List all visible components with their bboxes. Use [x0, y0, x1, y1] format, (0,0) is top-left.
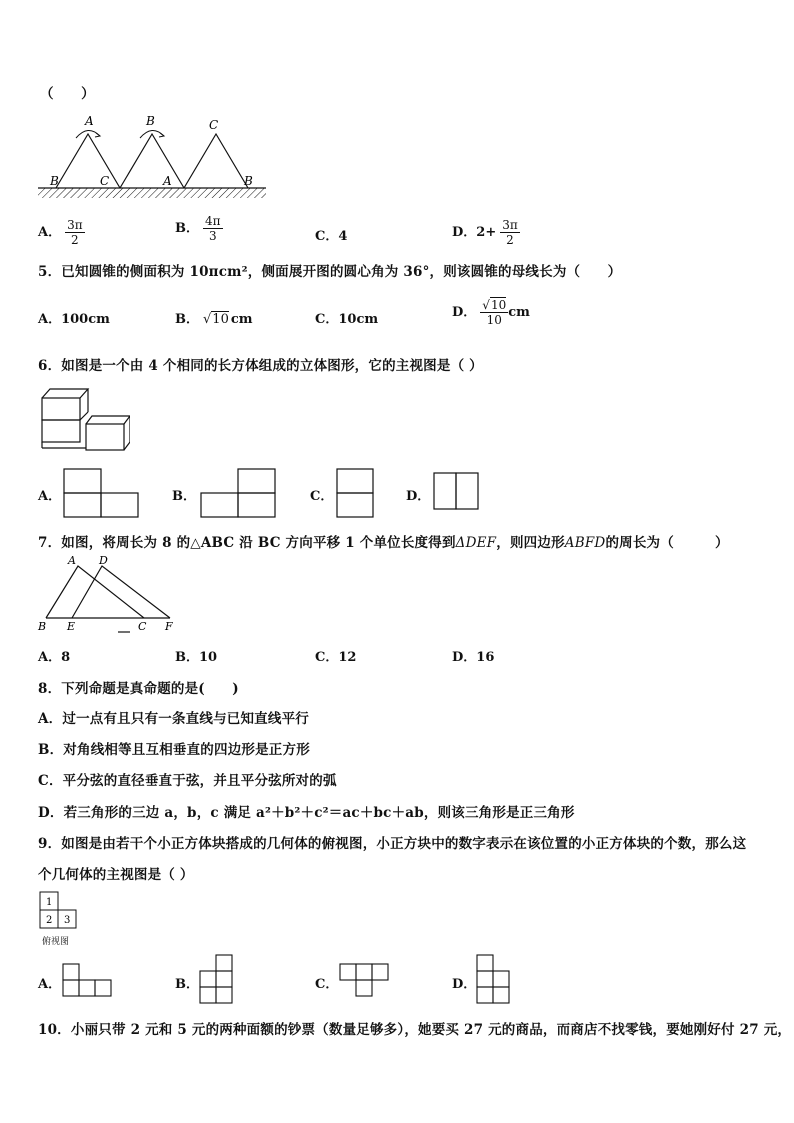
- label-B-3: B: [244, 174, 253, 188]
- q9-option-a-figure[interactable]: [62, 962, 112, 998]
- label-B-1: B: [50, 174, 59, 188]
- q9-option-b-label[interactable]: B．: [175, 977, 199, 992]
- q10-stem: 10．小丽只带 2 元和 5 元的两种面额的钞票（数量足够多），她要买 27 元的商品，而商店不找零钱，要她刚好付 27 元，: [38, 1022, 792, 1038]
- fraction: $\frac{3\pi}{2}$: [502, 218, 518, 247]
- q9-option-a-label[interactable]: A．: [38, 977, 62, 992]
- q8-option-d[interactable]: D．若三角形的三边 a，b，c 满足 a²＋b²＋c²＝ac＋bc＋ab，则该三角形是正三角形: [38, 805, 575, 821]
- fraction: $\frac{3\pi}{2}$: [67, 218, 83, 247]
- q9-top-view-grid: [38, 890, 80, 930]
- triangle-1: [56, 134, 120, 188]
- q4-figure: [36, 112, 268, 202]
- q5-option-d[interactable]: D． $\frac{√10}{10}$ cm: [452, 298, 530, 327]
- q5-option-c[interactable]: C．10cm: [315, 312, 379, 327]
- q6-option-c-figure[interactable]: [336, 468, 376, 520]
- arrow-head-1: [95, 133, 100, 137]
- grid-number-1: 1: [46, 897, 53, 908]
- question-4-paren: （ ）: [40, 86, 95, 102]
- q8-stem: 8．下列命题是真命题的是( ): [38, 681, 239, 697]
- q4-option-b[interactable]: B． $\frac{4\pi}{3}$: [175, 214, 221, 243]
- q9-stem-line2: 个几何体的主视图是（ ）: [38, 867, 194, 883]
- ground-hatch: [38, 188, 266, 198]
- label-B-2: B: [146, 114, 155, 128]
- q9-option-c-label[interactable]: C．: [315, 977, 339, 992]
- q6-option-a-label[interactable]: A．: [38, 489, 62, 504]
- q4-option-d[interactable]: D．2+ $\frac{3\pi}{2}$: [452, 218, 518, 247]
- arrow-head-2: [159, 133, 164, 137]
- q8-option-b[interactable]: B．对角线相等且互相垂直的四边形是正方形: [38, 742, 310, 758]
- q5-stem: 5．已知圆锥的侧面积为 10πcm²，侧面展开图的圆心角为 36°，则该圆锥的母线长为（ ）: [38, 264, 622, 280]
- q9-option-d-figure[interactable]: [476, 954, 512, 1004]
- q7-stem: 7．如图，将周长为 8 的△ABC 沿 BC 方向平移 1 个单位长度得到ΔDEF，则四边形ABFD的周长为（ ）: [38, 535, 729, 551]
- fraction: $\frac{√10}{10}$: [482, 298, 507, 327]
- q6-option-b-label[interactable]: B．: [172, 489, 196, 504]
- q6-stem: 6．如图是一个由 4 个相同的长方体组成的立体图形，它的主视图是（ ）: [38, 358, 483, 374]
- label-B: B: [38, 620, 47, 633]
- q6-option-c-label[interactable]: C．: [310, 489, 334, 504]
- grid-number-2: 2: [46, 915, 53, 926]
- q5-option-b[interactable]: B． √10 cm: [175, 312, 253, 327]
- q4-option-a[interactable]: A． $\frac{3\pi}{2}$: [38, 218, 83, 247]
- q4-option-c[interactable]: C．4: [315, 229, 348, 244]
- q6-option-a-figure[interactable]: [63, 468, 141, 520]
- q6-option-b-figure[interactable]: [200, 468, 278, 520]
- q8-option-c[interactable]: C．平分弦的直径垂直于弦，并且平分弦所对的弧: [38, 773, 337, 789]
- q7-option-a[interactable]: A．8: [38, 650, 71, 665]
- label-E: E: [67, 620, 76, 633]
- q6-option-d-figure[interactable]: [433, 472, 483, 512]
- q9-option-b-figure[interactable]: [199, 954, 235, 1004]
- q6-option-d-label[interactable]: D．: [406, 489, 431, 504]
- q9-option-c-figure[interactable]: [339, 962, 389, 998]
- q7-option-b[interactable]: B．10: [175, 650, 218, 665]
- label-F: F: [165, 620, 173, 633]
- label-C-2: C: [209, 118, 219, 132]
- q7-option-c[interactable]: C．12: [315, 650, 357, 665]
- triangle-2: [120, 134, 184, 188]
- q9-stem-line1: 9．如图是由若干个小正方体块搭成的几何体的俯视图，小正方块中的数字表示在该位置的小正方体块的个数，那么这: [38, 836, 747, 852]
- q7-option-d[interactable]: D．16: [452, 650, 495, 665]
- label-D: D: [99, 554, 108, 567]
- label-C: C: [138, 620, 147, 633]
- label-A: A: [68, 554, 76, 567]
- label-C-1: C: [100, 174, 110, 188]
- grid-number-3: 3: [64, 915, 71, 926]
- label-A-2: A: [163, 174, 172, 188]
- q9-caption: 俯视图: [42, 937, 70, 947]
- triangle-3: [184, 134, 248, 188]
- fraction: $\frac{4\pi}{3}$: [205, 214, 221, 243]
- sqrt-symbol: √: [482, 298, 490, 312]
- q9-option-d-label[interactable]: D．: [452, 977, 477, 992]
- q8-option-a[interactable]: A．过一点有且只有一条直线与已知直线平行: [38, 711, 309, 727]
- q7-figure: [36, 554, 186, 638]
- sqrt-symbol: √: [203, 312, 212, 327]
- label-A-1: A: [85, 114, 94, 128]
- q6-solid-figure: [38, 384, 130, 454]
- q5-option-a[interactable]: A．100cm: [38, 312, 110, 327]
